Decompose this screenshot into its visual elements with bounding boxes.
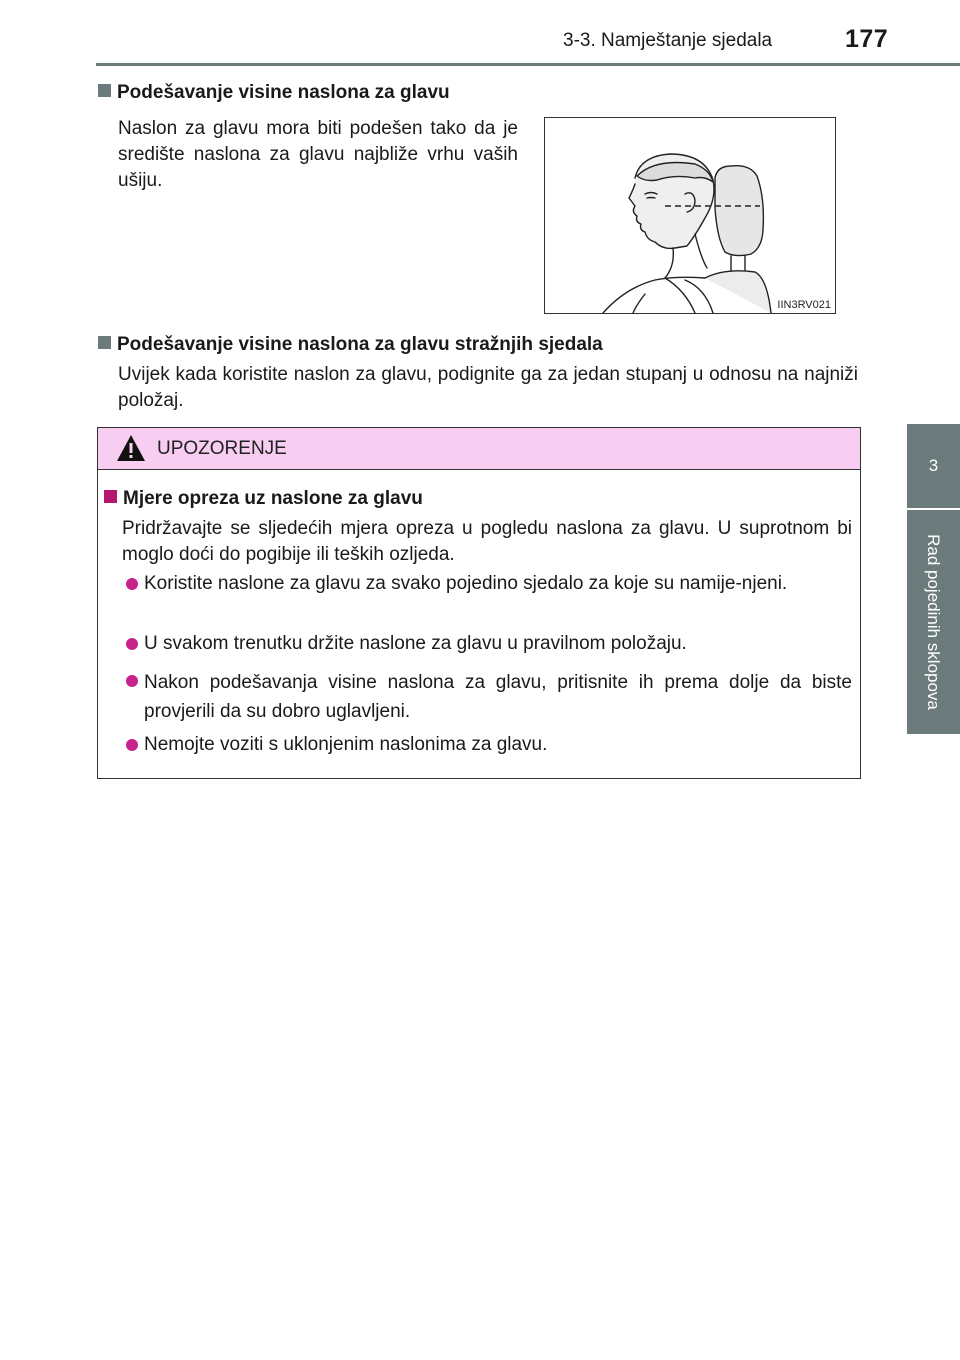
warning-subheading — [104, 488, 423, 510]
square-bullet-icon — [98, 336, 111, 349]
section1-text: Naslon za glavu mora biti podešen tako da je središte naslona za glavu najbliže vrhu vaših ušiju. — [118, 118, 518, 191]
section2-heading — [98, 334, 603, 356]
warning-intro: Pridržavajte se sljedećih mjera opreza u pogledu naslona za glavu. U suprotnom bi moglo doći do pogibije ili teških ozljeda. — [122, 518, 852, 565]
warning-bullet: U svakom trenutku držite naslone za glavu u pravilnom položaju. — [144, 633, 687, 654]
bullet-dot-icon — [126, 739, 138, 751]
warning-subtitle: Mjere opreza uz naslone za glavu — [123, 488, 423, 509]
chapter-tab-number — [907, 424, 960, 508]
chapter-number: 3 — [928, 456, 939, 475]
page-number: 177 — [845, 25, 889, 53]
warning-bullet: Koristite naslone za glavu za svako pojedino sjedalo za koje su namije-njeni. — [144, 573, 788, 594]
bullet-dot-icon — [126, 578, 138, 590]
figure-code: IIN3RV021 — [777, 299, 831, 311]
headrest-illustration — [544, 117, 836, 314]
section-title: 3-3. Namještanje sjedala — [563, 30, 773, 51]
warning-box — [97, 427, 861, 779]
chapter-label: Rad pojedinih sklopova — [924, 534, 943, 710]
warning-title: UPOZORENJE — [157, 438, 287, 459]
warning-bullet: Nakon podešavanja visine naslona za glavu, pritisnite ih prema dolje da biste provjerili da su dobro uglavljeni. — [144, 672, 852, 722]
bullet-dot-icon — [126, 675, 138, 687]
square-bullet-icon — [104, 490, 117, 503]
section2-text: Uvijek kada koristite naslon za glavu, podignite ga za jedan stupanj u odnosu na najniži položaj. — [118, 364, 858, 411]
section1-heading — [98, 82, 450, 104]
square-bullet-icon — [98, 84, 111, 97]
head-headrest-drawing — [545, 118, 835, 313]
section1-title: Podešavanje visine naslona za glavu — [117, 82, 450, 103]
warning-header — [98, 428, 860, 470]
header-divider — [96, 63, 960, 66]
warning-bullet: Nemojte voziti s uklonjenim naslonima za glavu. — [144, 734, 548, 755]
section2-title: Podešavanje visine naslona za glavu stražnjih sjedala — [117, 334, 603, 355]
bullet-dot-icon — [126, 638, 138, 650]
warning-triangle-icon — [116, 434, 146, 462]
